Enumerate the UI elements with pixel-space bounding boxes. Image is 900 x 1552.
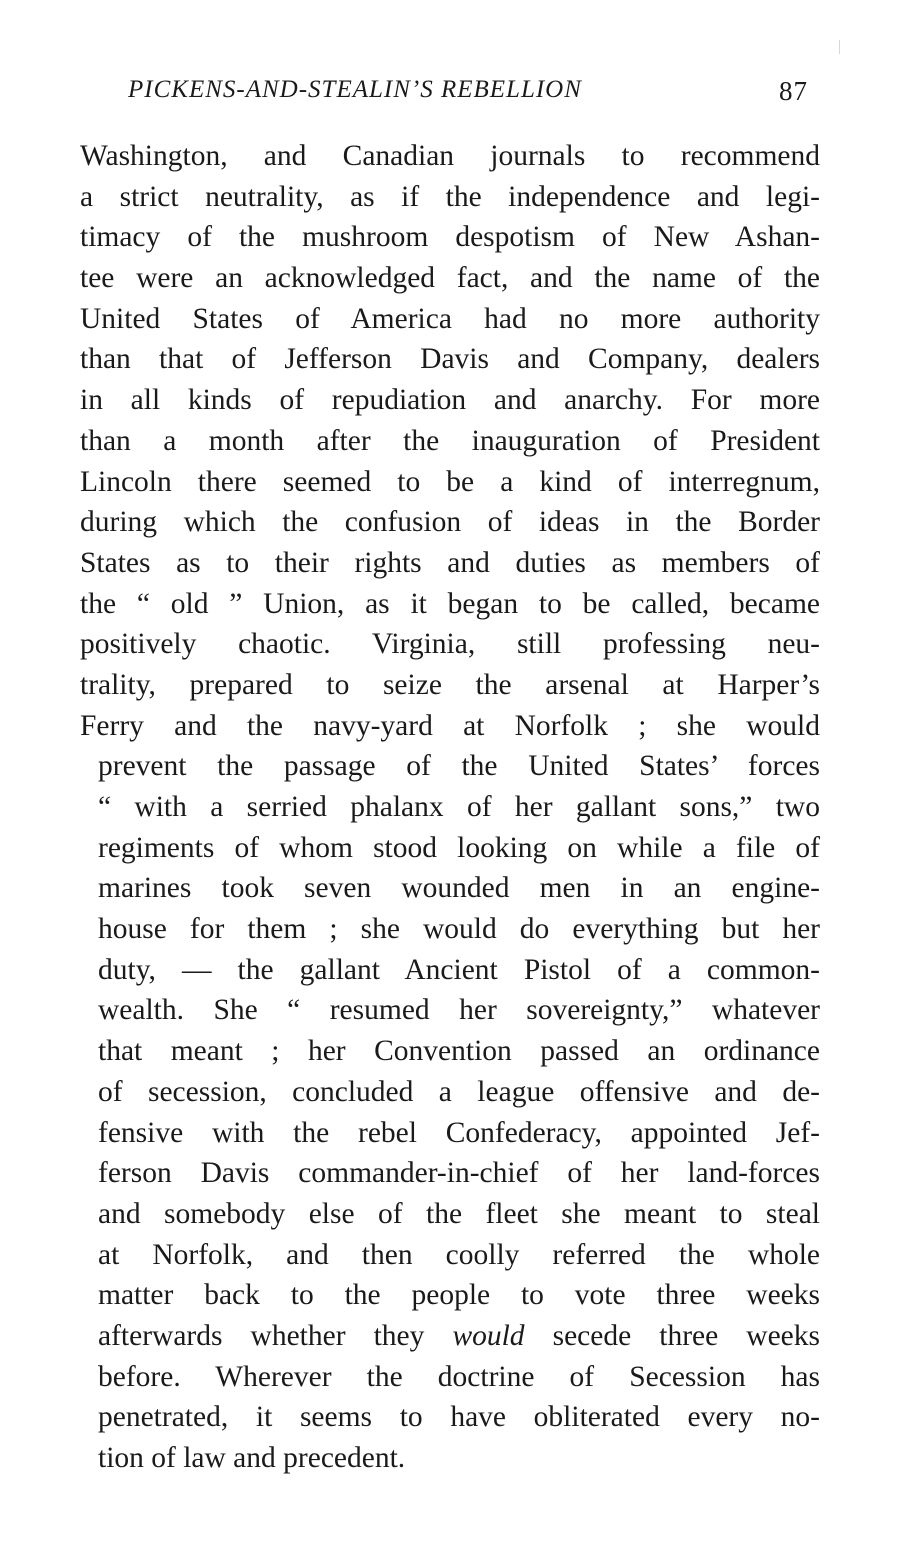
- text-line: Lincoln there seemed to be a kind of interregnum,: [80, 465, 820, 498]
- text-line: timacy of the mushroom despotism of New Ashan-: [80, 221, 820, 254]
- text-line: trality, prepared to seize the arsenal at Harper’s: [80, 668, 820, 701]
- text-line: the “ old ” Union, as it began to be called, became: [80, 587, 820, 620]
- text-line: than that of Jefferson Davis and Company, dealers: [80, 343, 820, 376]
- text-line: house for them ; she would do everything but her: [98, 913, 820, 946]
- text-line: Ferry and the navy-yard at Norfolk ; she would: [80, 709, 820, 742]
- text-line: United States of America had no more authority: [80, 302, 820, 335]
- text-line: “ with a serried phalanx of her gallant sons,” two: [98, 791, 820, 823]
- running-head: [128, 76, 808, 116]
- page-edge-mark: [839, 40, 840, 54]
- text-line: regiments of whom stood looking on while a file of: [98, 831, 820, 864]
- text-line: than a month after the inauguration of President: [80, 424, 820, 457]
- text-run: afterwards whether they: [98, 1319, 453, 1352]
- text-line: during which the confusion of ideas in the Border: [80, 506, 820, 539]
- running-title: PICKENS-AND-STEALIN’S REBELLION: [128, 76, 582, 103]
- body-text: [80, 136, 820, 1479]
- text-run: secede three weeks: [524, 1319, 820, 1352]
- text-line: Washington, and Canadian journals to recommend: [80, 140, 820, 172]
- page-number: 87: [779, 76, 808, 106]
- text-line: fensive with the rebel Confederacy, appointed Jef-: [98, 1116, 820, 1149]
- text-line: at Norfolk, and then coolly referred the whole: [98, 1238, 820, 1271]
- text-line: tee were an acknowledged fact, and the name of the: [80, 262, 820, 295]
- text-line: duty, — the gallant Ancient Pistol of a common-: [98, 953, 820, 986]
- text-line: before. Wherever the doctrine of Secession has: [98, 1360, 820, 1393]
- text-line: [98, 1316, 820, 1357]
- text-line: positively chaotic. Virginia, still professing neu-: [80, 628, 820, 661]
- text-line: in all kinds of repudiation and anarchy. For more: [80, 384, 820, 417]
- italic-word: would: [452, 1319, 525, 1352]
- text-line: penetrated, it seems to have obliterated every no-: [98, 1401, 820, 1434]
- text-line: ferson Davis commander-in-chief of her land-forces: [98, 1157, 820, 1190]
- text-line: that meant ; her Convention passed an ordinance: [98, 1035, 820, 1068]
- text-line: matter back to the people to vote three weeks: [98, 1279, 820, 1312]
- text-line: States as to their rights and duties as members of: [80, 546, 820, 579]
- text-line: a strict neutrality, as if the independence and legi-: [80, 180, 820, 213]
- text-line: and somebody else of the fleet she meant to steal: [98, 1197, 820, 1230]
- text-line: of secession, concluded a league offensive and de-: [98, 1075, 820, 1108]
- text-line: wealth. She “ resumed her sovereignty,” whatever: [98, 994, 820, 1027]
- text-line: marines took seven wounded men in an engine-: [98, 872, 820, 905]
- text-line: tion of law and precedent.: [98, 1442, 406, 1474]
- text-line: prevent the passage of the United States’ forces: [98, 750, 820, 783]
